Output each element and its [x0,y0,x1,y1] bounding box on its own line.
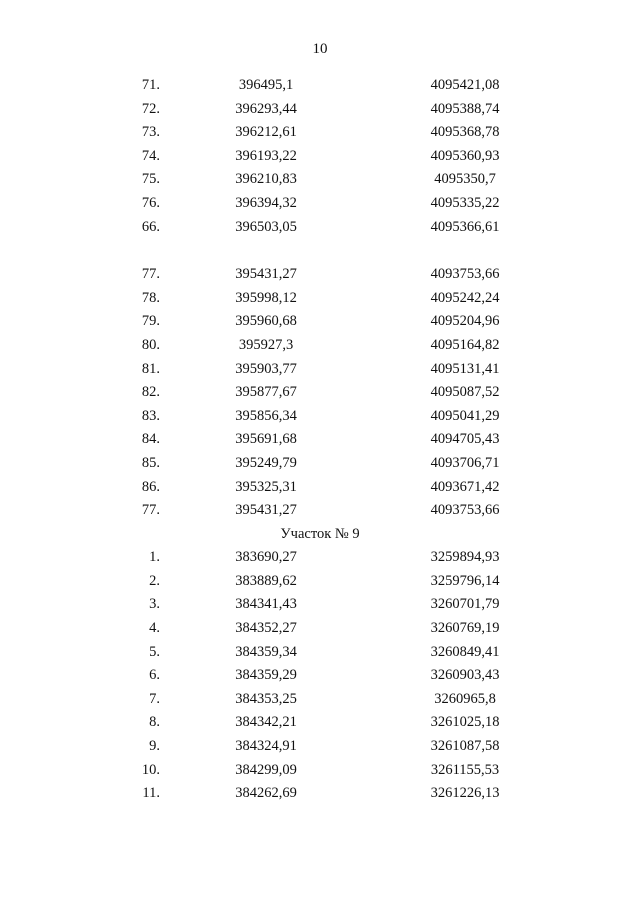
y-coordinate: 3260769,19 [430,620,500,637]
point-number: 8. [149,714,160,731]
x-coordinate: 396394,32 [235,194,297,211]
table-row [0,452,640,476]
table-row [0,310,640,334]
coordinate-block-b [0,263,640,523]
x-coordinate: 396495,1 [238,77,294,93]
table-row [0,782,640,806]
x-coordinate: 395691,68 [235,431,297,448]
y-coordinate: 4093671,42 [430,478,500,495]
table-row [0,192,640,216]
point-number: 78. [141,289,160,306]
table-row [0,216,640,240]
y-coordinate: 4095242,24 [430,289,500,306]
x-coordinate: 395903,77 [235,360,297,377]
x-coordinate: 384353,25 [235,690,297,707]
x-coordinate: 396210,83 [235,171,297,188]
point-number: 84. [141,431,160,448]
x-coordinate: 395927,3 [238,336,294,353]
block-spacer [0,239,640,263]
table-row [0,546,640,570]
point-number: 72. [141,100,160,117]
y-coordinate: 3261226,13 [430,785,500,802]
x-coordinate: 395960,68 [235,313,297,330]
y-coordinate: 3261155,53 [430,761,500,778]
table-row [0,617,640,641]
x-coordinate: 395877,67 [235,384,297,401]
table-row [0,570,640,594]
point-number: 82. [141,384,160,401]
page-number: 10 [312,41,328,57]
y-coordinate: 4095366,61 [430,218,500,235]
table-row [0,121,640,145]
y-coordinate: 4093753,66 [430,502,500,519]
x-coordinate: 384341,43 [235,596,297,613]
y-coordinate: 3261025,18 [430,714,500,731]
table-row [0,499,640,523]
x-coordinate: 384359,34 [235,643,297,660]
y-coordinate: 4095350,7 [434,171,496,188]
table-row [0,759,640,783]
y-coordinate: 3260849,41 [430,643,500,660]
section-title: Участок № 9 [280,525,360,542]
y-coordinate: 4095388,74 [430,100,500,117]
point-number: 74. [141,147,160,164]
x-coordinate: 384324,91 [235,738,297,755]
table-row [0,358,640,382]
x-coordinate: 384299,09 [235,761,297,778]
point-number: 11. [142,785,160,802]
x-coordinate: 383889,62 [235,572,297,589]
x-coordinate: 395856,34 [235,407,297,424]
point-number: 3. [149,596,160,613]
point-number: 83. [141,407,160,424]
point-number: 73. [141,124,160,141]
x-coordinate: 395249,79 [235,454,297,471]
table-row [0,428,640,452]
table-row [0,711,640,735]
y-coordinate: 4095164,82 [430,336,500,353]
y-coordinate: 3261087,58 [430,738,500,755]
table-row [0,641,640,665]
y-coordinate: 4093753,66 [430,266,500,283]
coordinate-table [0,74,640,806]
table-row [0,98,640,122]
table-row [0,334,640,358]
table-row [0,405,640,429]
table-row [0,593,640,617]
point-number: 76. [141,194,160,211]
x-coordinate: 384352,27 [235,620,297,637]
y-coordinate: 3260965,8 [434,690,496,707]
table-row [0,287,640,311]
y-coordinate: 3259894,93 [430,549,500,566]
y-coordinate: 3259796,14 [430,572,500,589]
table-row [0,735,640,759]
point-number: 10. [141,761,160,778]
x-coordinate: 396293,44 [235,100,297,117]
point-number: 6. [149,667,160,684]
x-coordinate: 395998,12 [235,289,297,306]
x-coordinate: 396193,22 [235,147,297,164]
y-coordinate: 3260701,79 [430,596,500,613]
point-number: 80. [141,336,160,353]
y-coordinate: 4095335,22 [430,194,500,211]
point-number: 81. [141,360,160,377]
x-coordinate: 384359,29 [235,667,297,684]
table-row [0,168,640,192]
x-coordinate: 395325,31 [235,478,297,495]
x-coordinate: 396212,61 [235,124,297,141]
point-number: 77. [141,502,160,519]
y-coordinate: 3260903,43 [430,667,500,684]
point-number: 1. [149,549,160,566]
x-coordinate: 384342,21 [235,714,297,731]
coordinate-block-a [0,74,640,239]
table-row [0,688,640,712]
table-row [0,664,640,688]
point-number: 9. [149,738,160,755]
y-coordinate: 4095368,78 [430,124,500,141]
point-number: 5. [149,643,160,660]
y-coordinate: 4095131,41 [430,360,500,377]
y-coordinate: 4095041,29 [430,407,500,424]
x-coordinate: 395431,27 [235,266,297,283]
table-row [0,263,640,287]
y-coordinate: 4095087,52 [430,384,500,401]
point-number: 75. [141,171,160,188]
y-coordinate: 4095360,93 [430,147,500,164]
table-row [0,476,640,500]
y-coordinate: 4095204,96 [430,313,500,330]
y-coordinate: 4094705,43 [430,431,500,448]
table-row [0,74,640,98]
y-coordinate: 4093706,71 [430,454,500,471]
point-number: 79. [141,313,160,330]
x-coordinate: 384262,69 [235,785,297,802]
point-number: 2. [149,572,160,589]
point-number: 7. [149,690,160,707]
point-number: 86. [141,478,160,495]
point-number: 71. [141,77,160,93]
x-coordinate: 383690,27 [235,549,297,566]
x-coordinate: 396503,05 [235,218,297,235]
x-coordinate: 395431,27 [235,502,297,519]
point-number: 66. [141,218,160,235]
coordinate-block-c [0,546,640,806]
table-row [0,145,640,169]
point-number: 77. [141,266,160,283]
point-number: 85. [141,454,160,471]
table-row [0,381,640,405]
point-number: 4. [149,620,160,637]
y-coordinate: 4095421,08 [430,77,500,93]
